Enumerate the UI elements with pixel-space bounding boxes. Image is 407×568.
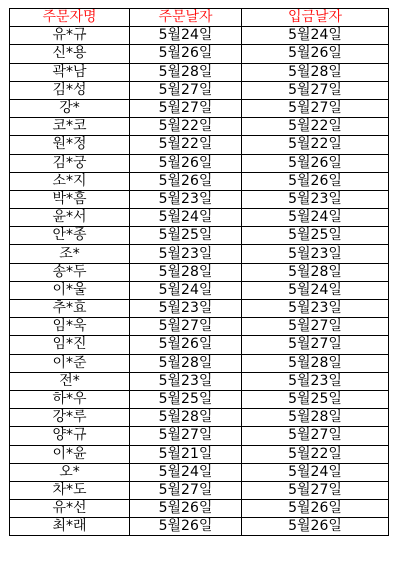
cell-deposit-date: 5월28일 [242,63,389,81]
cell-order-date: 5월26일 [130,518,242,536]
cell-orderer-name: 안*종 [10,227,130,245]
table-row [10,518,389,536]
cell-deposit-date: 5월26일 [242,154,389,172]
cell-deposit-date: 5월23일 [242,300,389,318]
header-order-date: 주문날자 [130,9,242,27]
cell-deposit-date: 5월27일 [242,481,389,499]
cell-deposit-date: 5월26일 [242,518,389,536]
table-row [10,136,389,154]
cell-orderer-name: 하*우 [10,390,130,408]
cell-order-date: 5월25일 [130,227,242,245]
table-row [10,99,389,117]
cell-orderer-name: 유*선 [10,500,130,518]
cell-deposit-date: 5월24일 [242,281,389,299]
table-row [10,445,389,463]
cell-order-date: 5월27일 [130,481,242,499]
cell-deposit-date: 5월22일 [242,136,389,154]
table-row [10,118,389,136]
cell-orderer-name: 윤*서 [10,209,130,227]
cell-deposit-date: 5월24일 [242,27,389,45]
cell-orderer-name: 유*규 [10,27,130,45]
cell-order-date: 5월24일 [130,209,242,227]
cell-orderer-name: 임*진 [10,336,130,354]
cell-order-date: 5월23일 [130,300,242,318]
cell-orderer-name: 강*루 [10,409,130,427]
cell-deposit-date: 5월24일 [242,463,389,481]
cell-orderer-name: 강* [10,99,130,117]
cell-orderer-name: 임*욱 [10,318,130,336]
cell-deposit-date: 5월28일 [242,263,389,281]
cell-order-date: 5월23일 [130,372,242,390]
table-body [10,27,389,536]
cell-orderer-name: 곽*남 [10,63,130,81]
cell-orderer-name: 전* [10,372,130,390]
cell-orderer-name: 코*코 [10,118,130,136]
cell-order-date: 5월24일 [130,281,242,299]
cell-order-date: 5월26일 [130,45,242,63]
cell-deposit-date: 5월27일 [242,318,389,336]
cell-order-date: 5월27일 [130,427,242,445]
table-row [10,172,389,190]
cell-orderer-name: 조* [10,245,130,263]
cell-deposit-date: 5월23일 [242,190,389,208]
header-orderer-name: 주문자명 [10,9,130,27]
cell-order-date: 5월28일 [130,63,242,81]
table-row [10,190,389,208]
table-row [10,372,389,390]
cell-orderer-name: 김*성 [10,81,130,99]
table-row [10,263,389,281]
cell-deposit-date: 5월22일 [242,118,389,136]
cell-order-date: 5월22일 [130,118,242,136]
cell-orderer-name: 김*궁 [10,154,130,172]
cell-orderer-name: 송*두 [10,263,130,281]
table-row [10,27,389,45]
cell-order-date: 5월27일 [130,99,242,117]
cell-order-date: 5월21일 [130,445,242,463]
cell-deposit-date: 5월23일 [242,372,389,390]
cell-deposit-date: 5월23일 [242,245,389,263]
cell-orderer-name: 원*정 [10,136,130,154]
cell-deposit-date: 5월25일 [242,227,389,245]
cell-deposit-date: 5월26일 [242,45,389,63]
table-row [10,481,389,499]
cell-deposit-date: 5월27일 [242,99,389,117]
cell-order-date: 5월28일 [130,409,242,427]
cell-deposit-date: 5월25일 [242,390,389,408]
cell-order-date: 5월26일 [130,172,242,190]
cell-deposit-date: 5월28일 [242,354,389,372]
cell-order-date: 5월24일 [130,27,242,45]
table-row [10,427,389,445]
cell-orderer-name: 양*규 [10,427,130,445]
table-row [10,245,389,263]
cell-order-date: 5월27일 [130,81,242,99]
table-row [10,354,389,372]
table-row [10,409,389,427]
table-row [10,45,389,63]
table-row [10,227,389,245]
cell-order-date: 5월25일 [130,390,242,408]
cell-deposit-date: 5월27일 [242,336,389,354]
table-row [10,81,389,99]
table-row [10,463,389,481]
cell-order-date: 5월26일 [130,336,242,354]
cell-order-date: 5월28일 [130,354,242,372]
cell-orderer-name: 박*흠 [10,190,130,208]
cell-orderer-name: 차*도 [10,481,130,499]
cell-order-date: 5월28일 [130,263,242,281]
cell-deposit-date: 5월26일 [242,172,389,190]
table-row [10,209,389,227]
table-row [10,336,389,354]
table-row [10,500,389,518]
cell-order-date: 5월26일 [130,154,242,172]
table-row [10,300,389,318]
cell-order-date: 5월23일 [130,245,242,263]
table-row [10,281,389,299]
cell-orderer-name: 추*효 [10,300,130,318]
table-row [10,154,389,172]
cell-order-date: 5월27일 [130,318,242,336]
cell-order-date: 5월24일 [130,463,242,481]
cell-deposit-date: 5월24일 [242,209,389,227]
order-deposit-table [9,8,389,536]
cell-orderer-name: 소*지 [10,172,130,190]
cell-order-date: 5월23일 [130,190,242,208]
header-deposit-date: 입금날자 [242,9,389,27]
cell-orderer-name: 이*윤 [10,445,130,463]
cell-order-date: 5월26일 [130,500,242,518]
cell-order-date: 5월22일 [130,136,242,154]
cell-orderer-name: 이*준 [10,354,130,372]
cell-deposit-date: 5월26일 [242,500,389,518]
table-row [10,390,389,408]
cell-orderer-name: 이*울 [10,281,130,299]
table-row [10,63,389,81]
cell-deposit-date: 5월28일 [242,409,389,427]
table-row [10,318,389,336]
cell-deposit-date: 5월27일 [242,427,389,445]
cell-orderer-name: 최*래 [10,518,130,536]
cell-deposit-date: 5월22일 [242,445,389,463]
cell-orderer-name: 오* [10,463,130,481]
header-row [10,9,389,27]
cell-orderer-name: 신*용 [10,45,130,63]
cell-deposit-date: 5월27일 [242,81,389,99]
